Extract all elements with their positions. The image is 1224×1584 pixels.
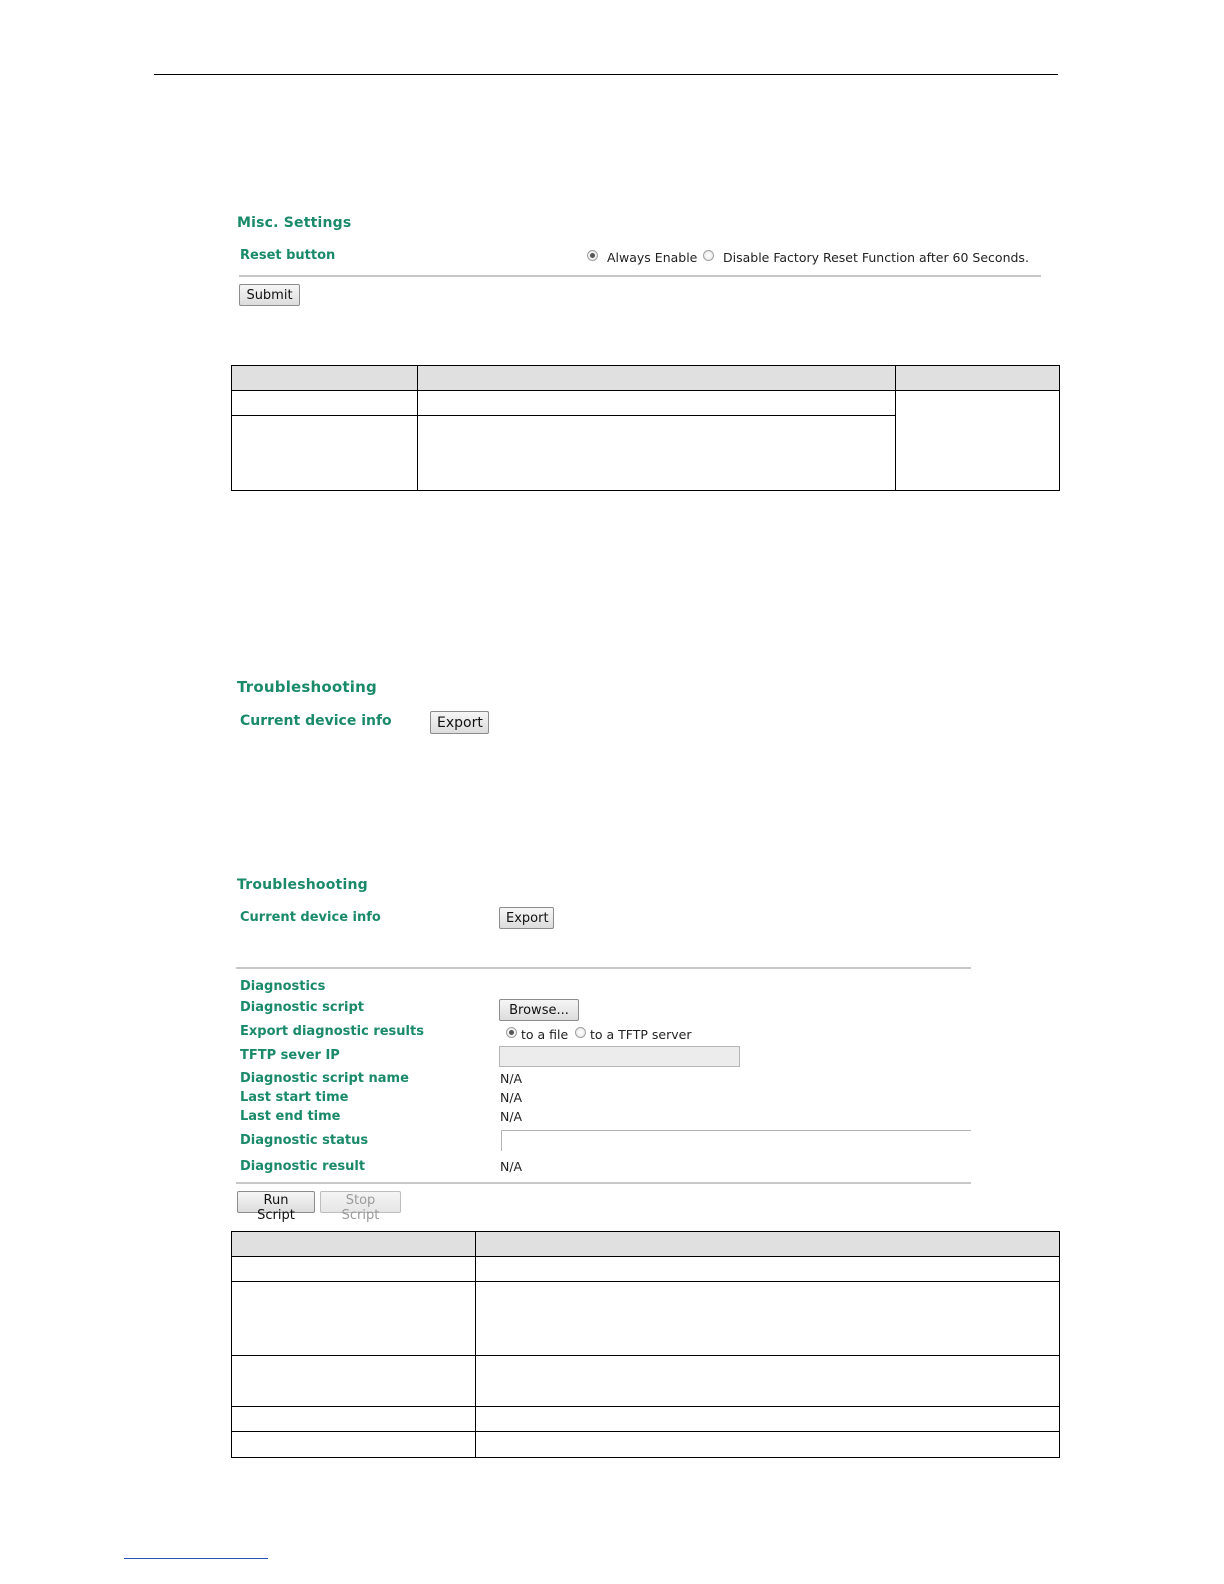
table-cell <box>232 416 418 491</box>
diagnostics-separator <box>236 967 971 969</box>
table-header-cell <box>232 1232 476 1257</box>
page-header-rule <box>154 74 1058 75</box>
export-diagnostic-results-label: Export diagnostic results <box>240 1024 424 1039</box>
reset-button-label: Reset button <box>240 248 336 263</box>
actions-separator <box>236 1182 971 1184</box>
browse-button[interactable]: Browse... <box>499 999 579 1021</box>
table-cell <box>476 1407 1060 1432</box>
export-button[interactable]: Export <box>430 711 489 734</box>
reset-settings-table <box>231 365 1060 491</box>
always-enable-label: Always Enable <box>607 250 698 265</box>
run-script-button[interactable]: Run Script <box>237 1191 315 1213</box>
troubleshooting-title: Troubleshooting <box>237 877 368 893</box>
diagnostic-result-value: N/A <box>500 1159 523 1174</box>
export-button[interactable]: Export <box>499 907 554 929</box>
misc-settings-title: Misc. Settings <box>237 215 352 231</box>
table-cell <box>476 1432 1060 1458</box>
current-device-info-label: Current device info <box>240 713 392 729</box>
disable-factory-reset-label: Disable Factory Reset Function after 60 Seconds. <box>723 250 1029 265</box>
diagnostic-script-name-value: N/A <box>500 1071 523 1086</box>
diagnostics-table <box>231 1231 1060 1458</box>
table-cell <box>232 1432 476 1458</box>
tftp-server-ip-label: TFTP sever IP <box>240 1048 340 1063</box>
table-cell <box>232 1257 476 1282</box>
diagnostic-status-field <box>501 1130 971 1151</box>
tftp-server-ip-input[interactable] <box>499 1046 740 1067</box>
disable-factory-reset-radio[interactable] <box>703 250 714 261</box>
misc-separator <box>239 275 1041 277</box>
table-header-cell <box>418 366 896 391</box>
to-tftp-server-radio[interactable] <box>575 1027 586 1038</box>
table-header-cell <box>232 366 418 391</box>
to-tftp-server-label: to a TFTP server <box>590 1027 692 1042</box>
footer-link-underline <box>124 1558 268 1559</box>
table-header-cell <box>476 1232 1060 1257</box>
diagnostic-status-label: Diagnostic status <box>240 1133 369 1148</box>
table-cell <box>476 1282 1060 1356</box>
last-end-time-label: Last end time <box>240 1109 341 1124</box>
table-cell <box>418 391 896 416</box>
stop-script-button[interactable]: Stop Script <box>320 1191 401 1213</box>
last-start-time-value: N/A <box>500 1090 523 1105</box>
diagnostic-script-name-label: Diagnostic script name <box>240 1071 409 1086</box>
table-cell <box>418 416 896 491</box>
table-cell <box>232 1282 476 1356</box>
diagnostic-script-label: Diagnostic script <box>240 1000 364 1015</box>
table-header-cell <box>896 366 1060 391</box>
last-end-time-value: N/A <box>500 1109 523 1124</box>
table-cell <box>232 391 418 416</box>
to-a-file-label: to a file <box>521 1027 569 1042</box>
table-cell <box>896 391 1060 491</box>
diagnostics-heading: Diagnostics <box>240 979 326 994</box>
diagnostic-result-label: Diagnostic result <box>240 1159 366 1174</box>
troubleshooting-title: Troubleshooting <box>237 678 377 696</box>
table-cell <box>476 1257 1060 1282</box>
submit-button[interactable]: Submit <box>239 284 300 306</box>
table-cell <box>476 1356 1060 1407</box>
last-start-time-label: Last start time <box>240 1090 349 1105</box>
current-device-info-label: Current device info <box>240 910 381 925</box>
table-cell <box>232 1356 476 1407</box>
always-enable-radio[interactable] <box>587 250 598 261</box>
to-a-file-radio[interactable] <box>506 1027 517 1038</box>
table-cell <box>232 1407 476 1432</box>
